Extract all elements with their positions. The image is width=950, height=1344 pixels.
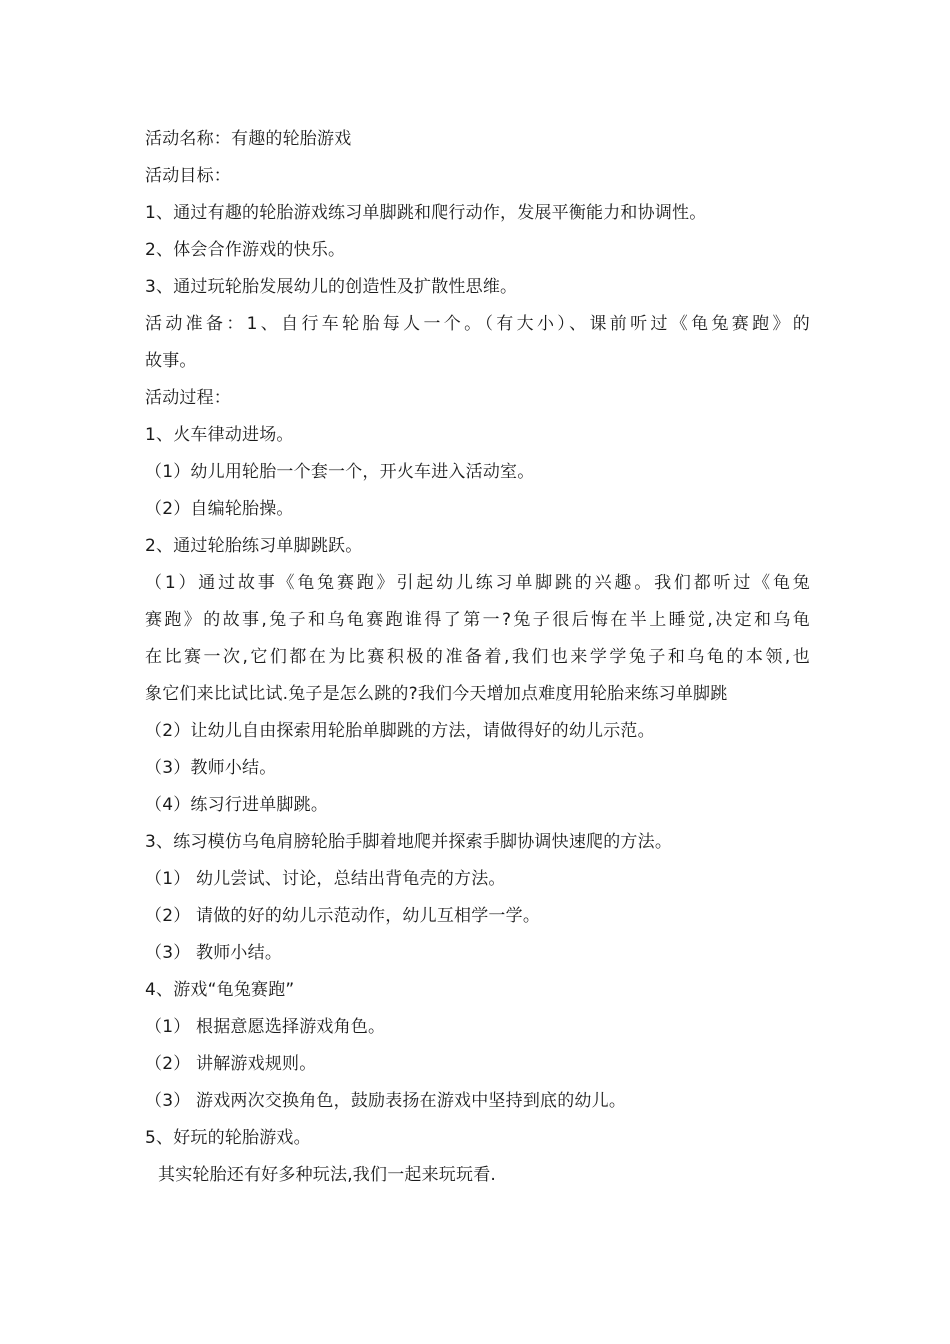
goals-heading: 活动目标： (145, 166, 231, 186)
step-3-heading: 3、练习模仿乌龟肩膀轮胎手脚着地爬并探索手脚协调快速爬的方法。 (145, 832, 673, 852)
step-2-item-1-line-1: （1）通过故事《龟兔赛跑》引起幼儿练习单脚跳的兴趣。我们都听过《龟兔 (145, 573, 810, 593)
step-2-item-2: （2）让幼儿自由探索用轮胎单脚跳的方法，请做得好的幼儿示范。 (145, 721, 655, 741)
step-2-item-1-line-4: 象它们来比试比试.兔子是怎么跳的?我们今天增加点难度用轮胎来练习单脚跳 (145, 684, 728, 704)
step-4-heading: 4、游戏“龟兔赛跑” (145, 980, 295, 1000)
step-2-item-3: （3）教师小结。 (145, 758, 277, 778)
step-3-item-2: （2） 请做的好的幼儿示范动作，幼儿互相学一学。 (145, 906, 541, 926)
step-2-item-1-line-3: 在比赛一次,它们都在为比赛积极的准备着,我们也来学学兔子和乌龟的本领,也 (145, 647, 810, 667)
step-1-item-1: （1）幼儿用轮胎一个套一个，开火车进入活动室。 (145, 462, 535, 482)
step-3-item-1: （1） 幼儿尝试、讨论，总结出背龟壳的方法。 (145, 869, 506, 889)
goal-item-1: 1、通过有趣的轮胎游戏练习单脚跳和爬行动作，发展平衡能力和协调性。 (145, 203, 707, 223)
preparation-line-1: 活动准备：1、自行车轮胎每人一个。（有大小）、课前听过《龟兔赛跑》的 (145, 314, 810, 334)
step-4-item-1: （1） 根据意愿选择游戏角色。 (145, 1017, 386, 1037)
step-2-item-4: （4）练习行进单脚跳。 (145, 795, 329, 815)
activity-name: 活动名称：有趣的轮胎游戏 (145, 129, 352, 149)
process-heading: 活动过程： (145, 388, 231, 408)
step-5-heading: 5、好玩的轮胎游戏。 (145, 1128, 311, 1148)
step-1-item-2: （2）自编轮胎操。 (145, 499, 294, 519)
step-4-item-3: （3） 游戏两次交换角色，鼓励表扬在游戏中坚持到底的幼儿。 (145, 1091, 627, 1111)
step-1-heading: 1、火车律动进场。 (145, 425, 294, 445)
preparation-line-2: 故事。 (145, 351, 197, 371)
step-2-heading: 2、通过轮胎练习单脚跳跃。 (145, 536, 363, 556)
goal-item-2: 2、体会合作游戏的快乐。 (145, 240, 346, 260)
document-body (145, 121, 810, 1194)
goal-item-3: 3、通过玩轮胎发展幼儿的创造性及扩散性思维。 (145, 277, 518, 297)
step-2-item-1-line-2: 赛跑》的故事,兔子和乌龟赛跑谁得了第一?兔子很后悔在半上睡觉,决定和乌龟 (145, 610, 810, 630)
closing-remark: 其实轮胎还有好多种玩法,我们一起来玩玩看. (158, 1165, 497, 1185)
step-3-item-3: （3） 教师小结。 (145, 943, 283, 963)
step-4-item-2: （2） 讲解游戏规则。 (145, 1054, 317, 1074)
